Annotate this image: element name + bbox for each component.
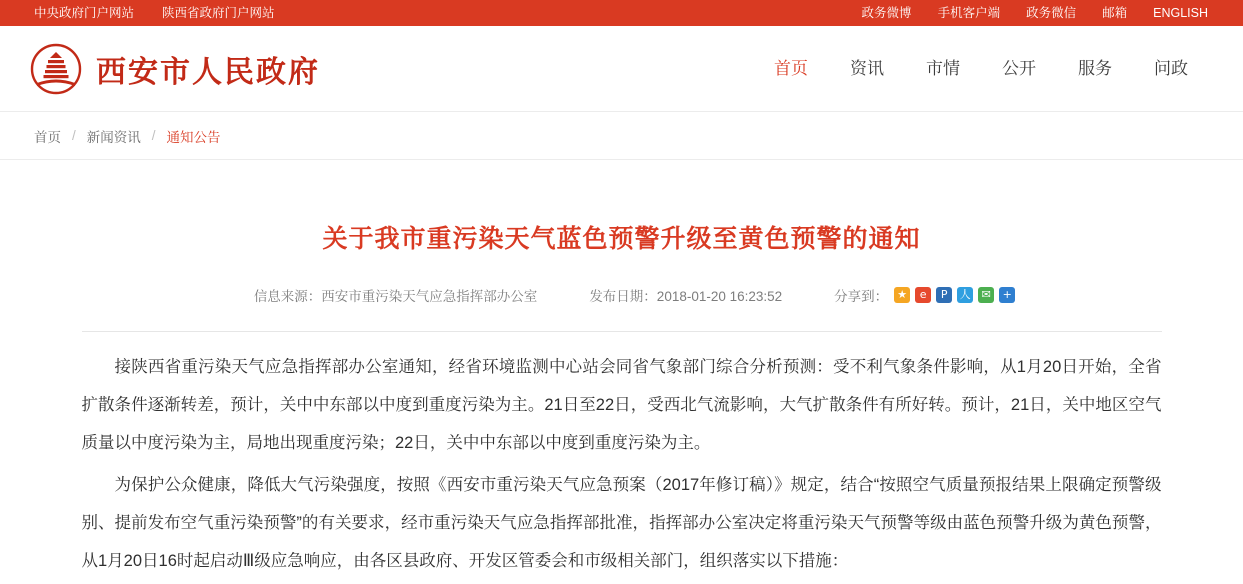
article-meta [82, 285, 1162, 305]
nav-item-inquiry[interactable]: 问政 [1154, 58, 1188, 78]
breadcrumb-separator: / [72, 128, 76, 143]
article-container [82, 160, 1162, 580]
article-paragraph: 接陕西省重污染天气应急指挥部办公室通知，经省环境监测中心站会同省气象部门综合分析预测：受不利气象条件影响，从1月20日开始，全省扩散条件逐渐转差，预计，关中中东部以中度到重度污染为主。21日至22日，受西北气流影响，大气扩散条件有所好转。预计，21日，关中地区空气质量以中度污染为主，局地出现重度污染；22日，关中中东部以中度到重度污染为主。 [81, 357, 1162, 452]
sina-weibo-icon[interactable]: e [915, 287, 931, 303]
site-logo[interactable] [0, 43, 320, 95]
top-right-links [849, 0, 1243, 26]
site-header [0, 26, 1243, 112]
nav-item-services[interactable]: 服务 [1078, 58, 1112, 78]
link-mailbox[interactable]: 邮箱 [1102, 6, 1128, 20]
share-label: 分享到： [834, 288, 889, 304]
site-title: 西安市人民政府 [96, 55, 320, 89]
qzone-icon[interactable]: 人 [957, 287, 973, 303]
nav-item-city-info[interactable]: 市情 [926, 58, 960, 78]
pagoda-emblem-icon [28, 43, 84, 95]
breadcrumb-item-home[interactable]: 首页 [34, 129, 61, 145]
nav-item-home[interactable]: 首页 [774, 58, 808, 78]
article-source: 信息来源：西安市重污染天气应急指挥部办公室 [253, 288, 538, 304]
breadcrumb [0, 112, 1243, 160]
more-share-icon[interactable]: + [999, 287, 1015, 303]
link-gov-weibo[interactable]: 政务微博 [861, 6, 912, 20]
link-english[interactable]: ENGLISH [1153, 6, 1208, 20]
breadcrumb-item-news[interactable]: 新闻资讯 [86, 129, 141, 145]
article-publish-date: 发布日期：2018-01-20 16:23:52 [589, 288, 783, 304]
page-title: 关于我市重污染天气蓝色预警升级至黄色预警的通知 [322, 224, 921, 253]
breadcrumb-item-announcements[interactable]: 通知公告 [166, 129, 221, 145]
top-utility-bar [0, 0, 1243, 26]
link-mobile-client[interactable]: 手机客户端 [937, 6, 1001, 20]
top-left-links [0, 0, 289, 26]
renren-icon[interactable]: P [936, 287, 952, 303]
link-gov-wechat[interactable]: 政务微信 [1026, 6, 1077, 20]
link-central-gov-portal[interactable]: 中央政府门户网站 [34, 6, 135, 20]
main-navigation [753, 49, 1243, 89]
nav-item-news[interactable]: 资讯 [850, 58, 884, 78]
nav-item-disclosure[interactable]: 公开 [1002, 58, 1036, 78]
wechat-icon[interactable]: ✉ [978, 287, 994, 303]
article-body [82, 332, 1162, 580]
share-icon-group [894, 287, 1015, 303]
link-shaanxi-gov-portal[interactable]: 陕西省政府门户网站 [162, 6, 275, 20]
favorite-star-icon[interactable]: ★ [894, 287, 910, 303]
breadcrumb-separator: / [151, 128, 156, 143]
article-paragraph: 为保护公众健康，降低大气污染强度，按照《西安市重污染天气应急预案（2017年修订稿）》规定，结合“按照空气质量预报结果上限确定预警级别、提前发布空气重污染预警”的有关要求，经市重污染天气应急指挥部批准，指挥部办公室决定将重污染天气预警等级由蓝色预警升级为黄色预警，从1月20日16时起启动Ⅲ级应急响应，由各区县政府、开发区管委会和市级相关部门，组织落实以下措施： [81, 475, 1162, 570]
